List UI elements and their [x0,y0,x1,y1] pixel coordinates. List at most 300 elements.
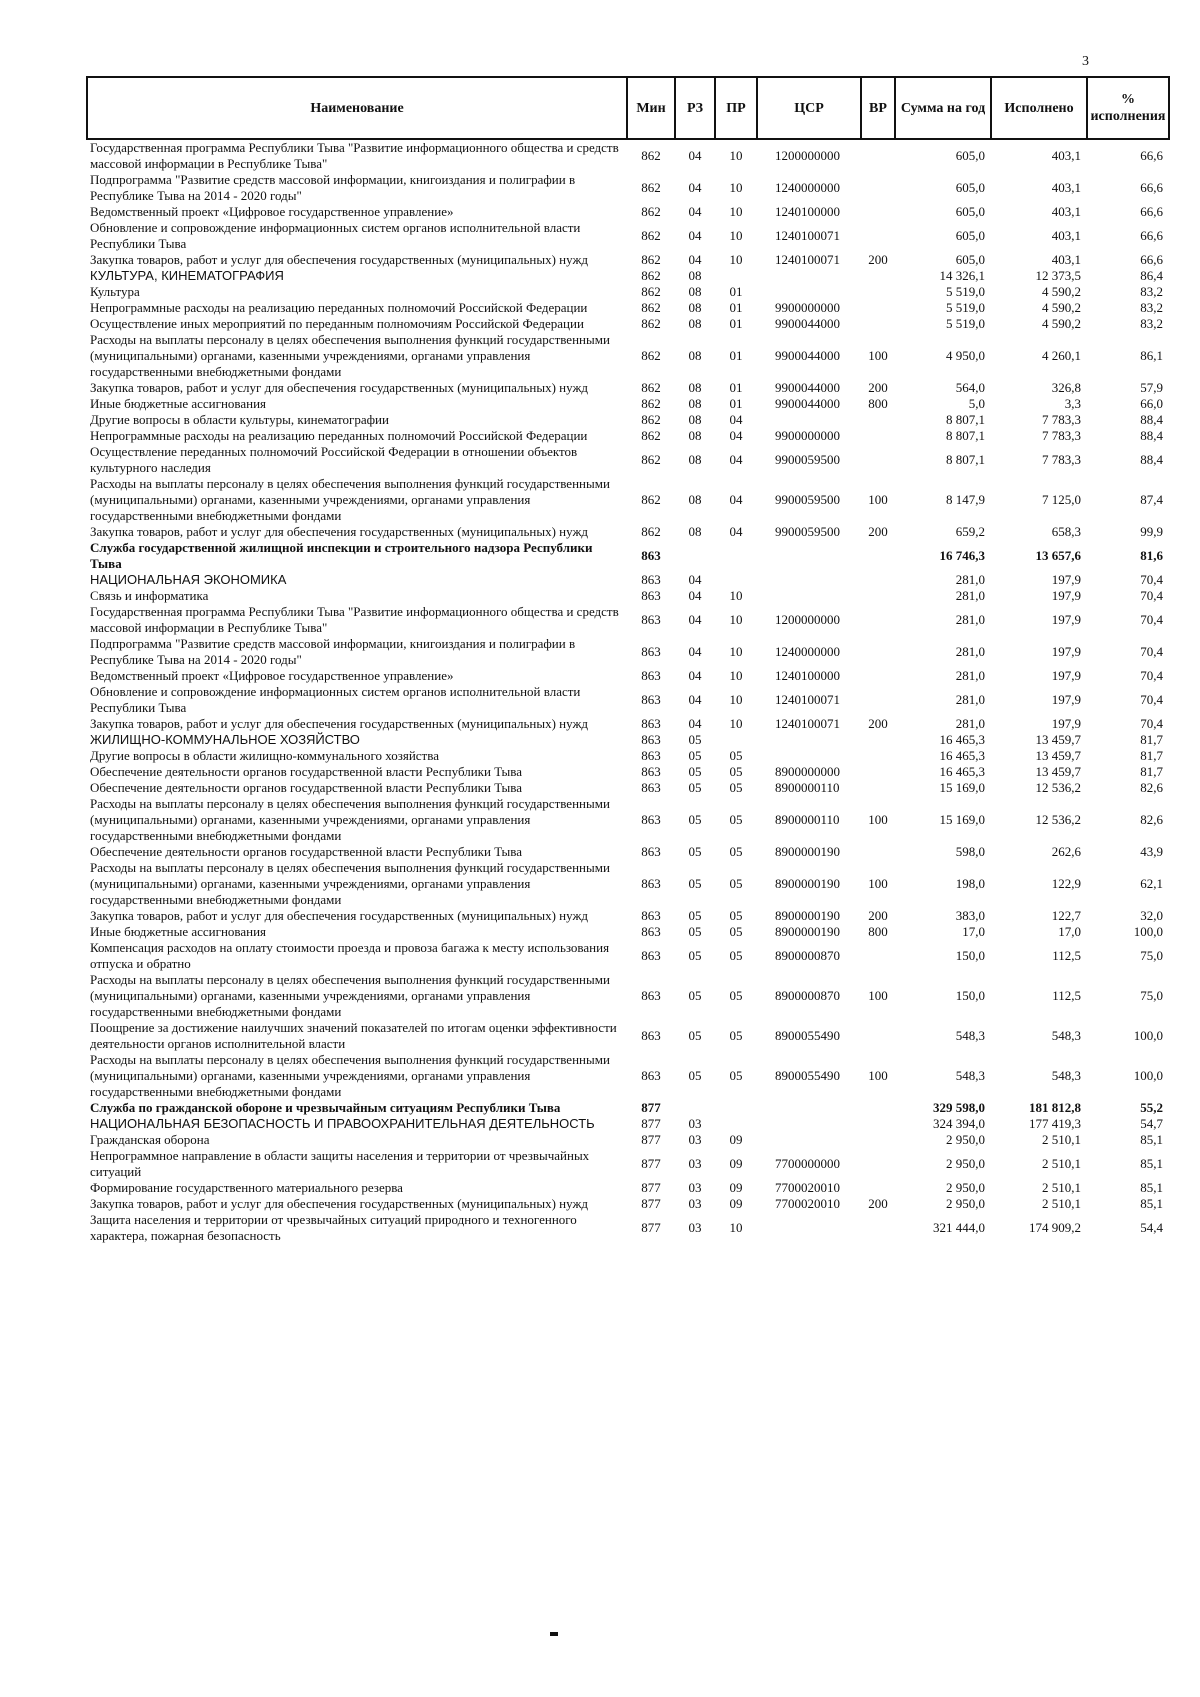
cell-rz: 08 [688,300,702,315]
cell-pct: 66,6 [1140,252,1163,267]
cell-pr: 05 [729,780,743,795]
cell-pr: 01 [729,380,743,395]
cell-pr: 05 [729,844,743,859]
cell-rz: 05 [688,812,702,827]
cell-min: 863 [641,572,661,587]
cell-pr: 10 [729,228,743,243]
table-row [87,684,1169,716]
table-row [87,764,1169,780]
cell-rz: 05 [688,924,702,939]
cell-done: 2 510,1 [1042,1156,1081,1171]
cell-sum: 150,0 [955,988,985,1003]
cell-sum: 2 950,0 [946,1156,985,1171]
cell-pct: 66,6 [1140,204,1163,219]
cell-pr: 04 [729,428,743,443]
cell-done: 12 536,2 [1035,780,1081,795]
cell-name: КУЛЬТУРА, КИНЕМАТОГРАФИЯ [90,268,284,283]
cell-sum: 548,3 [955,1028,985,1043]
cell-rz: 05 [688,948,702,963]
cell-min: 862 [641,268,661,283]
cell-sum: 281,0 [955,588,985,603]
cell-csr: 1240100071 [775,252,840,267]
cell-sum: 17,0 [962,924,985,939]
cell-done: 7 125,0 [1042,492,1081,507]
cell-sum: 605,0 [955,228,985,243]
cell-min: 863 [641,644,661,659]
cell-csr [757,1132,861,1148]
cell-pct: 83,2 [1140,300,1163,315]
table-row [87,316,1169,332]
cell-name: Закупка товаров, работ и услуг для обеспечения государственных (муниципальных) нужд [90,716,589,731]
cell-sum: 605,0 [955,148,985,163]
table-row [87,524,1169,540]
cell-done: 3,3 [1064,396,1081,411]
table-row [87,860,1169,908]
cell-sum: 605,0 [955,180,985,195]
cell-pr: 10 [729,204,743,219]
cell-min: 863 [641,748,661,763]
cell-csr: 1240100000 [775,204,840,219]
table-row [87,396,1169,412]
cell-csr: 9900044000 [775,316,840,331]
cell-rz: 04 [688,228,702,243]
cell-pct: 32,0 [1140,908,1163,923]
cell-pct: 83,2 [1140,284,1163,299]
cell-vr [861,732,895,748]
cell-csr: 9900059500 [775,452,840,467]
cell-done: 13 657,6 [1035,548,1081,563]
cell-vr: 100 [868,1068,888,1083]
cell-done: 13 459,7 [1035,748,1081,763]
cell-min: 862 [641,380,661,395]
cell-csr [757,572,861,588]
cell-pct: 87,4 [1140,492,1163,507]
table-row [87,940,1169,972]
cell-sum: 2 950,0 [946,1196,985,1211]
cell-pct: 81,7 [1140,748,1163,763]
cell-done: 181 812,8 [1029,1100,1081,1115]
cell-min: 862 [641,492,661,507]
cell-min: 862 [641,284,661,299]
cell-sum: 8 807,1 [946,412,985,427]
cell-csr [757,1212,861,1244]
cell-pr: 09 [729,1196,743,1211]
cell-min: 863 [641,1068,661,1083]
cell-pr: 09 [729,1132,743,1147]
cell-pct: 100,0 [1133,924,1163,939]
cell-vr [861,748,895,764]
cell-csr [757,540,861,572]
cell-min: 863 [641,548,661,563]
cell-csr: 7700000000 [775,1156,840,1171]
cell-min: 877 [641,1156,661,1171]
cell-min: 877 [641,1116,661,1131]
cell-name: Формирование государственного материального резерва [90,1180,403,1195]
table-row [87,1116,1169,1132]
cell-pr: 04 [729,412,743,427]
cell-name: Другие вопросы в области культуры, кинематографии [90,412,389,427]
cell-csr: 8900000870 [775,988,840,1003]
cell-csr: 1240100071 [775,692,840,707]
cell-pr: 04 [729,452,743,467]
cell-pr: 04 [729,524,743,539]
cell-min: 863 [641,876,661,891]
cell-name: Расходы на выплаты персоналу в целях обеспечения выполнения функций государственными (муниципальными) органами, казенными учреждениями, органами управления государственными внебюджетными фондами [90,796,610,843]
cell-min: 863 [641,908,661,923]
cell-rz: 03 [688,1180,702,1195]
cell-pct: 70,4 [1140,716,1163,731]
page-dash-mark [550,1632,558,1636]
cell-rz: 05 [688,732,702,747]
cell-done: 197,9 [1051,572,1081,587]
cell-sum: 8 147,9 [946,492,985,507]
cell-name: Подпрограмма "Развитие средств массовой информации, книгоиздания и полиграфии в Республике Тыва на 2014 - 2020 годы" [90,172,576,203]
cell-done: 197,9 [1051,612,1081,627]
cell-vr [861,268,895,284]
cell-name: Иные бюджетные ассигнования [90,396,267,411]
cell-pr [715,1116,757,1132]
cell-pr [715,732,757,748]
cell-done: 13 459,7 [1035,764,1081,779]
cell-sum: 8 807,1 [946,428,985,443]
cell-name: Осуществление переданных полномочий Российской Федерации в отношении объектов культурного наследия [90,444,578,475]
cell-csr: 8900055490 [775,1068,840,1083]
cell-done: 4 590,2 [1042,316,1081,331]
table-row [87,1148,1169,1180]
cell-vr: 100 [868,876,888,891]
cell-done: 2 510,1 [1042,1196,1081,1211]
cell-pr [715,540,757,572]
cell-csr: 9900059500 [775,524,840,539]
cell-done: 197,9 [1051,588,1081,603]
cell-sum: 281,0 [955,612,985,627]
cell-rz: 08 [688,380,702,395]
cell-done: 197,9 [1051,668,1081,683]
cell-pct: 70,4 [1140,668,1163,683]
cell-name: Связь и информатика [90,588,209,603]
cell-rz: 08 [688,284,702,299]
cell-min: 877 [641,1220,661,1235]
cell-name: Культура [90,284,140,299]
table-row [87,300,1169,316]
cell-rz: 05 [688,844,702,859]
cell-csr [757,1116,861,1132]
cell-min: 862 [641,252,661,267]
cell-name: Подпрограмма "Развитие средств массовой информации, книгоиздания и полиграфии в Республике Тыва на 2014 - 2020 годы" [90,636,576,667]
cell-pr [715,572,757,588]
cell-csr [757,748,861,764]
table-row [87,204,1169,220]
cell-vr [861,844,895,860]
cell-pr: 10 [729,588,743,603]
cell-sum: 198,0 [955,876,985,891]
cell-pct: 75,0 [1140,988,1163,1003]
table-row [87,1180,1169,1196]
cell-csr: 1240100071 [775,716,840,731]
cell-csr [757,588,861,604]
cell-name: Непрограммные расходы на реализацию переданных полномочий Российской Федерации [90,428,588,443]
cell-vr: 100 [868,492,888,507]
cell-min: 863 [641,612,661,627]
cell-done: 122,7 [1051,908,1081,923]
header-rz: РЗ [675,77,715,139]
cell-pct: 66,0 [1140,396,1163,411]
cell-sum: 281,0 [955,716,985,731]
cell-csr: 8900000190 [775,908,840,923]
cell-min: 877 [641,1180,661,1195]
cell-rz: 04 [688,668,702,683]
header-pr: ПР [715,77,757,139]
cell-vr: 100 [868,988,888,1003]
cell-pr: 01 [729,348,743,363]
cell-done: 177 419,3 [1029,1116,1081,1131]
header-min: Мин [627,77,675,139]
cell-rz: 08 [688,428,702,443]
cell-name: Иные бюджетные ассигнования [90,924,267,939]
cell-rz: 03 [688,1196,702,1211]
cell-sum: 2 950,0 [946,1180,985,1195]
cell-sum: 5,0 [968,396,985,411]
cell-sum: 15 169,0 [939,780,985,795]
cell-rz: 03 [688,1156,702,1171]
table-row [87,1196,1169,1212]
cell-csr: 7700020010 [775,1196,840,1211]
cell-name: Расходы на выплаты персоналу в целях обеспечения выполнения функций государственными (муниципальными) органами, казенными учреждениями, органами управления государственными внебюджетными фондами [90,1052,610,1099]
cell-vr [861,1100,895,1116]
header-pct: % исполнения [1087,77,1169,139]
cell-csr: 8900000110 [775,780,840,795]
cell-csr: 9900059500 [775,492,840,507]
table-row [87,748,1169,764]
table-row [87,172,1169,204]
cell-sum: 324 394,0 [933,1116,985,1131]
cell-csr: 9900044000 [775,396,840,411]
cell-name: Защита населения и территории от чрезвычайных ситуаций природного и техногенного характера, пожарная безопасность [90,1212,577,1243]
cell-csr: 8900000870 [775,948,840,963]
table-row [87,1132,1169,1148]
cell-rz: 04 [688,716,702,731]
cell-vr [861,300,895,316]
cell-pct: 100,0 [1133,1068,1163,1083]
cell-name: Государственная программа Республики Тыва "Развитие информационного общества и средств массовой информации в Республике Тыва" [90,140,619,171]
cell-pct: 81,7 [1140,732,1163,747]
cell-min: 862 [641,300,661,315]
cell-csr: 9900044000 [775,380,840,395]
cell-name: Обеспечение деятельности органов государственной власти Республики Тыва [90,780,522,795]
cell-name: Государственная программа Республики Тыва "Развитие информационного общества и средств массовой информации в Республике Тыва" [90,604,619,635]
cell-done: 326,8 [1051,380,1081,395]
cell-rz: 05 [688,1028,702,1043]
cell-vr [861,764,895,780]
cell-pct: 82,6 [1140,780,1163,795]
cell-name: Закупка товаров, работ и услуг для обеспечения государственных (муниципальных) нужд [90,1196,589,1211]
table-row [87,1052,1169,1100]
cell-rz: 04 [688,148,702,163]
cell-pct: 99,9 [1140,524,1163,539]
cell-name: Обеспечение деятельности органов государственной власти Республики Тыва [90,764,522,779]
cell-pr: 09 [729,1156,743,1171]
cell-csr: 9900000000 [775,300,840,315]
cell-vr: 200 [868,1196,888,1211]
cell-pr: 05 [729,748,743,763]
cell-pct: 86,4 [1140,268,1163,283]
cell-csr [757,268,861,284]
cell-vr [861,540,895,572]
cell-sum: 281,0 [955,668,985,683]
cell-rz: 04 [688,644,702,659]
cell-done: 548,3 [1051,1028,1081,1043]
cell-sum: 5 519,0 [946,300,985,315]
cell-pct: 85,1 [1140,1196,1163,1211]
cell-name: Закупка товаров, работ и услуг для обеспечения государственных (муниципальных) нужд [90,908,589,923]
cell-min: 862 [641,148,661,163]
cell-min: 863 [641,588,661,603]
cell-csr [757,1100,861,1116]
table-row [87,444,1169,476]
cell-rz: 05 [688,764,702,779]
cell-rz: 08 [688,268,702,283]
cell-pr: 01 [729,300,743,315]
cell-pct: 55,2 [1140,1100,1163,1115]
cell-done: 4 590,2 [1042,284,1081,299]
cell-pr: 05 [729,924,743,939]
cell-vr [861,172,895,204]
cell-min: 863 [641,716,661,731]
cell-min: 862 [641,452,661,467]
cell-pct: 88,4 [1140,412,1163,427]
cell-pct: 83,2 [1140,316,1163,331]
cell-name: Обновление и сопровождение информационных систем органов исполнительной власти Республики Тыва [90,684,581,715]
cell-min: 862 [641,396,661,411]
cell-sum: 321 444,0 [933,1220,985,1235]
cell-vr [861,220,895,252]
cell-pct: 70,4 [1140,692,1163,707]
cell-sum: 281,0 [955,692,985,707]
table-row [87,1100,1169,1116]
cell-done: 17,0 [1058,924,1081,939]
header-name: Наименование [87,77,627,139]
cell-pct: 43,9 [1140,844,1163,859]
cell-rz [675,540,715,572]
cell-vr [861,1116,895,1132]
cell-sum: 8 807,1 [946,452,985,467]
table-row [87,1020,1169,1052]
cell-vr [861,444,895,476]
cell-done: 403,1 [1051,252,1081,267]
cell-sum: 4 950,0 [946,348,985,363]
cell-name: НАЦИОНАЛЬНАЯ БЕЗОПАСНОСТЬ И ПРАВООХРАНИТЕЛЬНАЯ ДЕЯТЕЛЬНОСТЬ [90,1116,595,1131]
cell-name: Обновление и сопровождение информационных систем органов исполнительной власти Республики Тыва [90,220,581,251]
cell-vr: 200 [868,524,888,539]
cell-pr [715,268,757,284]
cell-rz: 04 [688,180,702,195]
header-sum: Сумма на год [895,77,991,139]
cell-pr: 01 [729,396,743,411]
table-row [87,636,1169,668]
cell-name: Служба государственной жилищной инспекции и строительного надзора Республики Тыва [90,540,593,571]
cell-name: Осуществление иных мероприятий по переданным полномочиям Российской Федерации [90,316,584,331]
cell-vr [861,1148,895,1180]
cell-done: 403,1 [1051,180,1081,195]
cell-vr [861,572,895,588]
cell-pr: 05 [729,876,743,891]
cell-done: 112,5 [1052,948,1081,963]
cell-done: 7 783,3 [1042,412,1081,427]
cell-min: 863 [641,948,661,963]
cell-sum: 598,0 [955,844,985,859]
cell-name: ЖИЛИЩНО-КОММУНАЛЬНОЕ ХОЗЯЙСТВО [90,732,360,747]
cell-sum: 5 519,0 [946,284,985,299]
cell-pct: 86,1 [1140,348,1163,363]
cell-pct: 81,7 [1140,764,1163,779]
cell-pct: 70,4 [1140,588,1163,603]
table-row [87,844,1169,860]
cell-min: 862 [641,348,661,363]
cell-sum: 329 598,0 [933,1100,985,1115]
cell-pct: 85,1 [1140,1180,1163,1195]
table-row [87,908,1169,924]
table-row [87,412,1169,428]
cell-pr: 10 [729,1220,743,1235]
cell-pr: 10 [729,692,743,707]
cell-pct: 85,1 [1140,1132,1163,1147]
cell-rz: 08 [688,524,702,539]
cell-pr: 04 [729,492,743,507]
cell-pr: 01 [729,316,743,331]
cell-min: 863 [641,780,661,795]
cell-done: 197,9 [1051,692,1081,707]
cell-csr: 8900000190 [775,844,840,859]
table-row [87,252,1169,268]
cell-csr: 8900000190 [775,924,840,939]
cell-min: 862 [641,316,661,331]
cell-sum: 16 465,3 [939,764,985,779]
table-row [87,540,1169,572]
cell-name: Расходы на выплаты персоналу в целях обеспечения выполнения функций государственными (муниципальными) органами, казенными учреждениями, органами управления государственными внебюджетными фондами [90,972,610,1019]
cell-done: 548,3 [1051,1068,1081,1083]
table-row [87,572,1169,588]
cell-vr [861,204,895,220]
cell-rz: 05 [688,876,702,891]
cell-csr: 1200000000 [775,148,840,163]
cell-csr: 8900055490 [775,1028,840,1043]
cell-csr: 8900000110 [775,812,840,827]
cell-pct: 88,4 [1140,452,1163,467]
cell-name: Закупка товаров, работ и услуг для обеспечения государственных (муниципальных) нужд [90,252,589,267]
cell-pct: 82,6 [1140,812,1163,827]
cell-sum: 605,0 [955,252,985,267]
cell-min: 862 [641,228,661,243]
cell-vr [861,316,895,332]
cell-done: 112,5 [1052,988,1081,1003]
cell-min: 863 [641,924,661,939]
cell-vr [861,588,895,604]
table-row [87,380,1169,396]
cell-sum: 281,0 [955,572,985,587]
cell-rz: 05 [688,748,702,763]
cell-min: 863 [641,988,661,1003]
cell-csr: 8900000190 [775,876,840,891]
cell-rz: 08 [688,396,702,411]
cell-min: 863 [641,692,661,707]
cell-vr [861,428,895,444]
cell-done: 197,9 [1051,716,1081,731]
cell-vr [861,1132,895,1148]
cell-csr [757,412,861,428]
cell-pct: 66,6 [1140,228,1163,243]
cell-pct: 70,4 [1140,644,1163,659]
cell-pct: 75,0 [1140,948,1163,963]
